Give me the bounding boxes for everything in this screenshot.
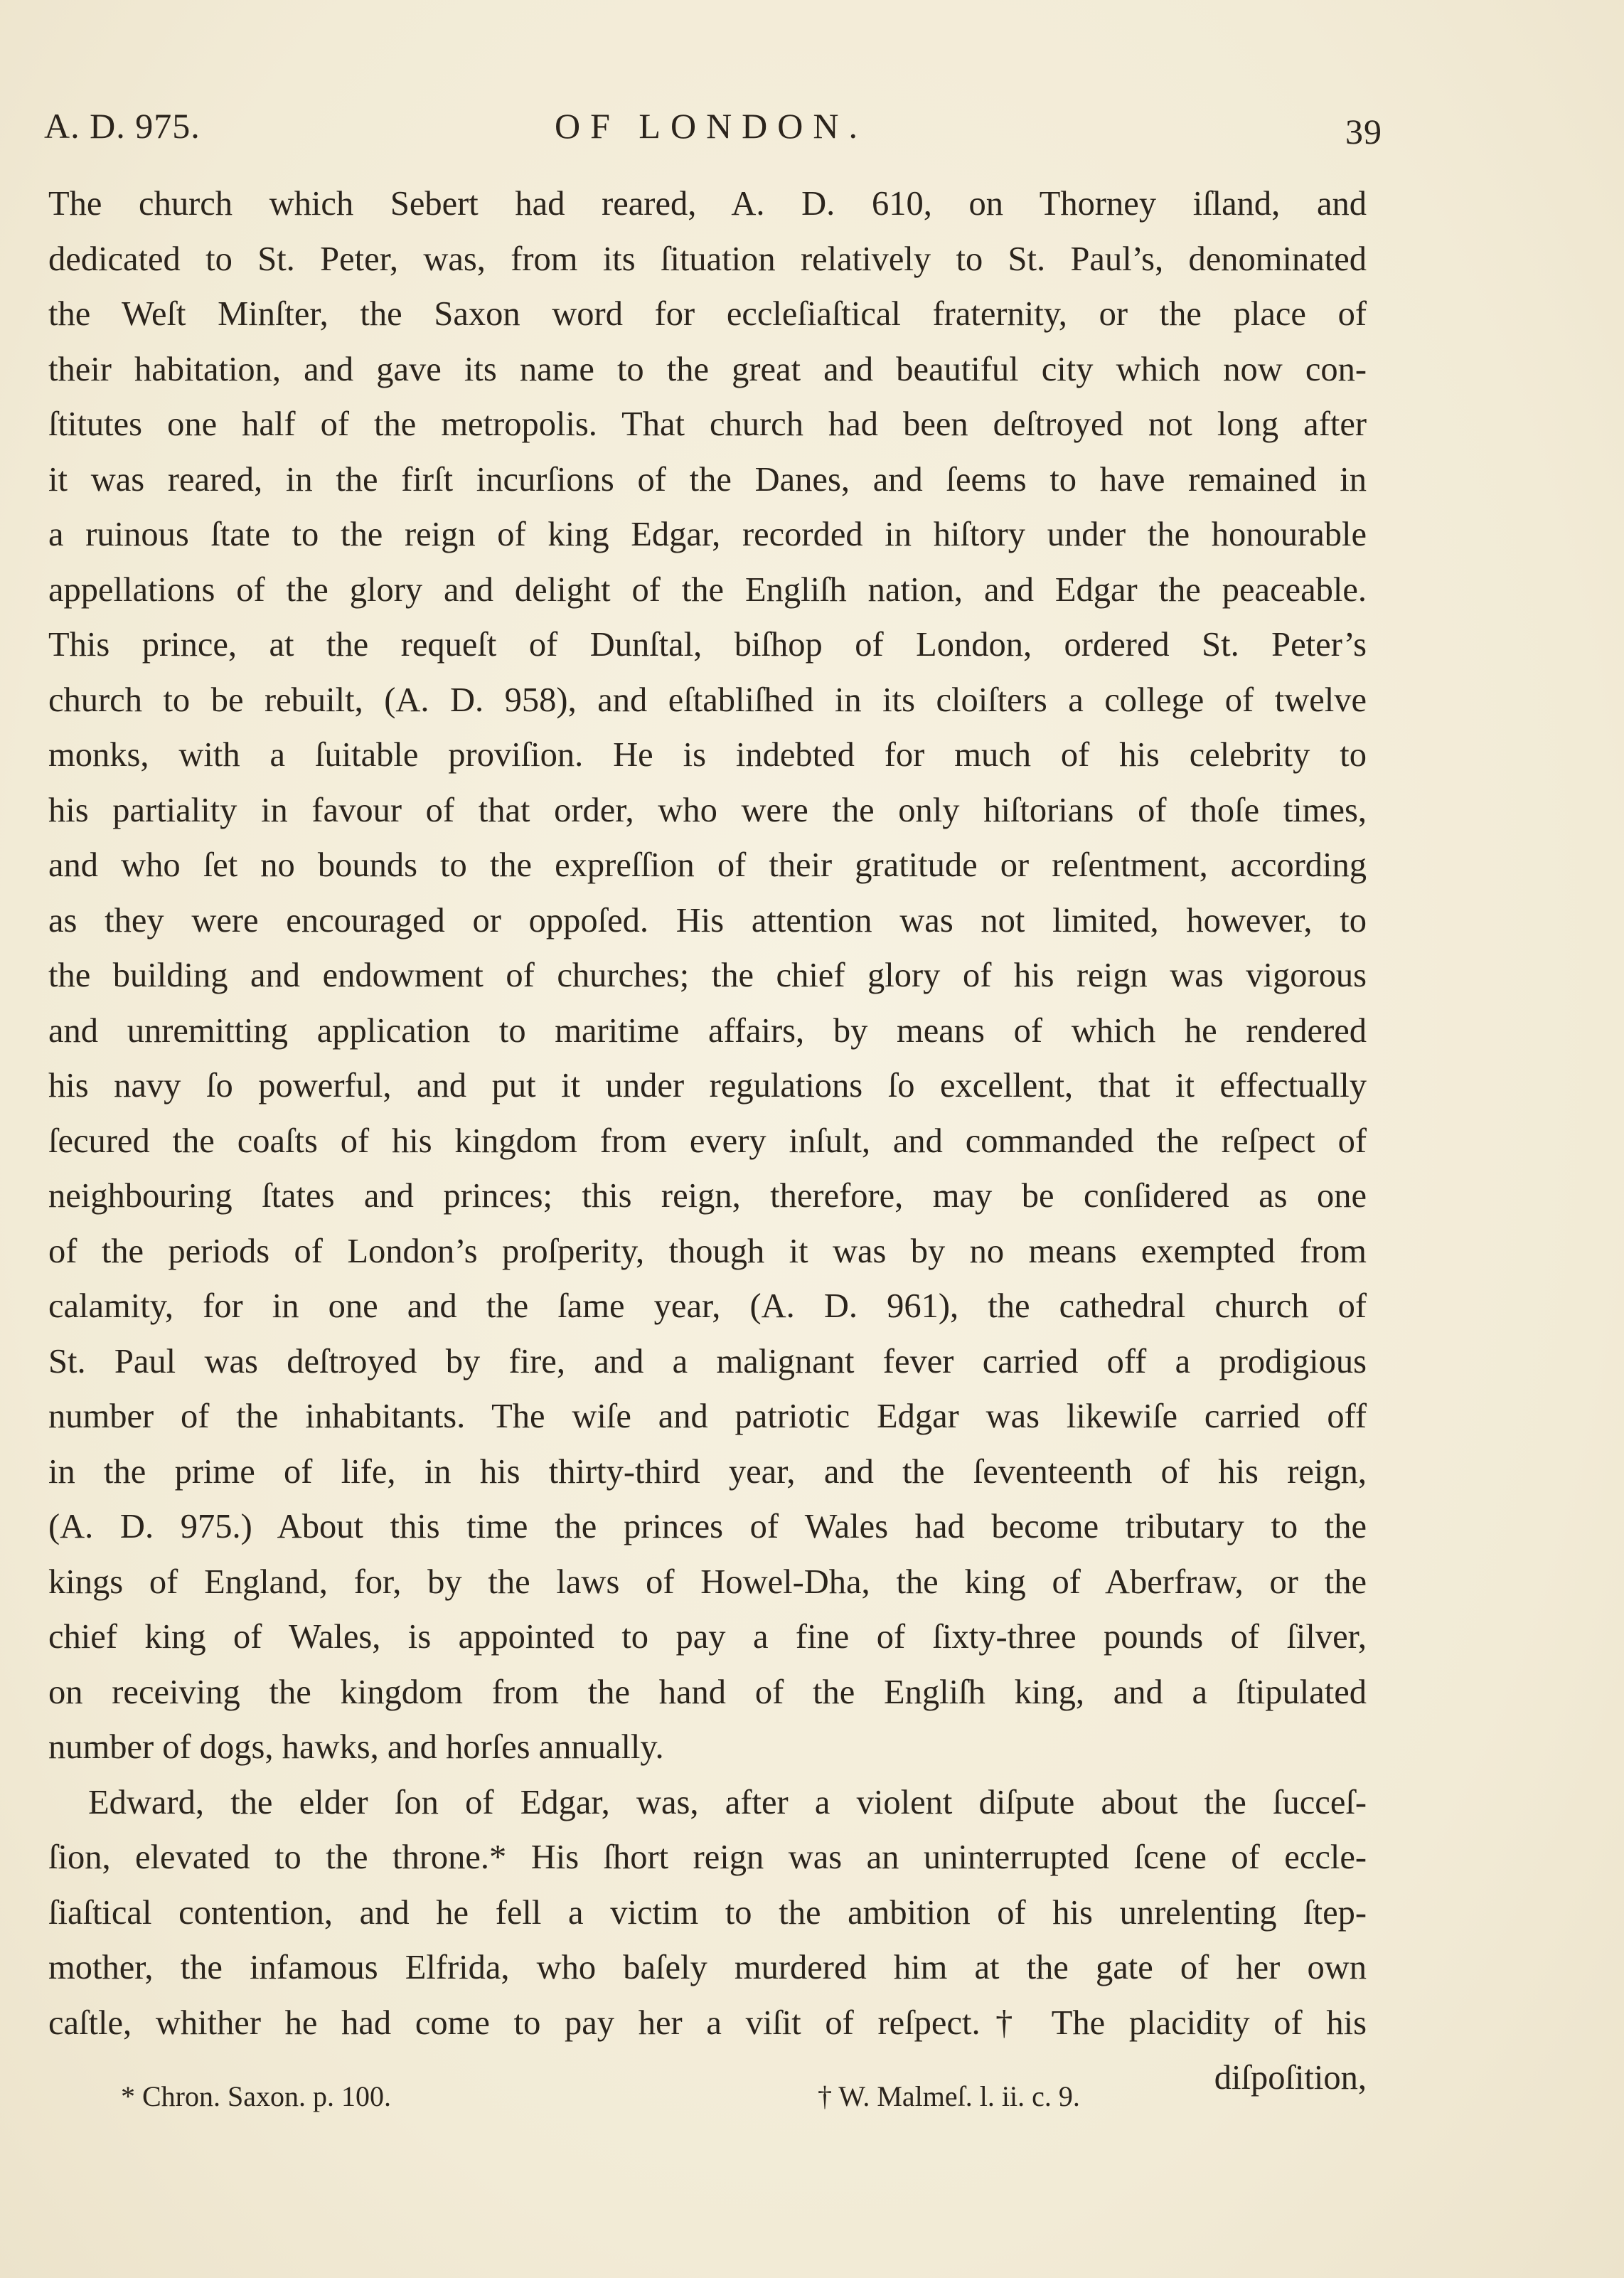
footnote-2: † W. Malmeſ. l. ii. c. 9. [818, 2080, 1080, 2112]
text-line: mother, the infamous Elfrida, who baſely murdered him at the gate of her own [48, 1949, 1367, 1986]
text-line: Edward, the elder ſon of Edgar, was, after a violent diſpute about the ſucceſ- [88, 1783, 1367, 1821]
text-line: of the periods of London’s proſperity, though it was by no means exempted from [48, 1232, 1367, 1270]
text-line: church to be rebuilt, (A. D. 958), and eſtabliſhed in its cloiſters a college of twelve [48, 681, 1367, 719]
text-line: neighbouring ſtates and princes; this reign, therefore, may be conſidered as one [48, 1177, 1367, 1215]
text-line: chief king of Wales, is appointed to pay a fine of ſixty-three pounds of ſilver, [48, 1618, 1367, 1656]
running-header [44, 105, 1395, 155]
text-line: ſiaſtical contention, and he fell a victim to the ambition of his unrelenting ſtep- [48, 1893, 1367, 1932]
text-line: in the prime of life, in his thirty-third year, and the ſeventeenth of his reign, [48, 1452, 1367, 1491]
text-line: as they were encouraged or oppoſed. His attention was not limited, however, to [48, 901, 1367, 940]
text-line: This prince, at the requeſt of Dunſtal, biſhop of London, ordered St. Peter’s [48, 626, 1367, 664]
text-line: the building and endowment of churches; the chief glory of his reign was vigorous [48, 957, 1367, 994]
text-line: The church which Sebert had reared, A. D. 610, on Thorney iſland, and [48, 185, 1367, 223]
text-line: caſtle, whither he had come to pay her a viſit of reſpect.† The placidity of his [48, 2003, 1367, 2042]
text-line: dedicated to St. Peter, was, from its ſituation relatively to St. Paul’s, denominated [48, 240, 1367, 278]
text-line: number of dogs, hawks, and horſes annually. [48, 1728, 664, 1766]
text-line: a ruinous ſtate to the reign of king Edgar, recorded in hiſtory under the honourable [48, 516, 1367, 553]
footnotes [121, 2080, 1187, 2122]
text-line: it was reared, in the firſt incurſions of the Danes, and ſeems to have remained in [48, 460, 1367, 499]
catchword: diſpoſition, [1214, 2059, 1367, 2097]
text-line: calamity, for in one and the ſame year, (A. D. 961), the cathedral church of [48, 1287, 1367, 1325]
text-line: monks, with a ſuitable proviſion. He is indebted for much of his celebrity to [48, 736, 1367, 774]
text-line: (A. D. 975.) About this time the princes of Wales had become tributary to the [48, 1508, 1367, 1545]
text-line: his navy ſo powerful, and put it under regulations ſo excellent, that it effectually [48, 1067, 1367, 1105]
page-number: 39 [1345, 112, 1382, 151]
text-line: on receiving the kingdom from the hand of the Engliſh king, and a ſtipulated [48, 1673, 1367, 1711]
text-line: kings of England, for, by the laws of Howel-Dha, the king of Aberfraw, or the [48, 1563, 1367, 1601]
text-line: his partiality in favour of that order, who were the only hiſtorians of thoſe times, [48, 791, 1367, 829]
header-title: OF LONDON. [555, 106, 867, 146]
text-line: ſecured the coaſts of his kingdom from every inſult, and commanded the reſpect of [48, 1122, 1367, 1160]
body-text [48, 176, 1367, 2106]
header-year: A. D. 975. [44, 106, 201, 146]
footnote-1: * Chron. Saxon. p. 100. [121, 2080, 391, 2112]
text-line: appellations of the glory and delight of the Engliſh nation, and Edgar the peaceable. [48, 570, 1367, 609]
text-line: the Weſt Minſter, the Saxon word for eccleſiaſtical fraternity, or the place of [48, 295, 1367, 333]
text-line: number of the inhabitants. The wiſe and patriotic Edgar was likewiſe carried off [48, 1398, 1367, 1435]
text-line: and who ſet no bounds to the expreſſion of their gratitude or reſentment, according [48, 846, 1367, 884]
text-line: their habitation, and gave its name to the great and beautiful city which now con- [48, 350, 1367, 388]
text-line: St. Paul was deſtroyed by fire, and a malignant fever carried off a prodigious [48, 1342, 1367, 1380]
text-line: ſtitutes one half of the metropolis. That church had been deſtroyed not long after [48, 405, 1367, 443]
text-line: and unremitting application to maritime affairs, by means of which he rendered [48, 1011, 1367, 1050]
text-line: ſion, elevated to the throne.* His ſhort reign was an uninterrupted ſcene of eccle- [48, 1838, 1367, 1876]
